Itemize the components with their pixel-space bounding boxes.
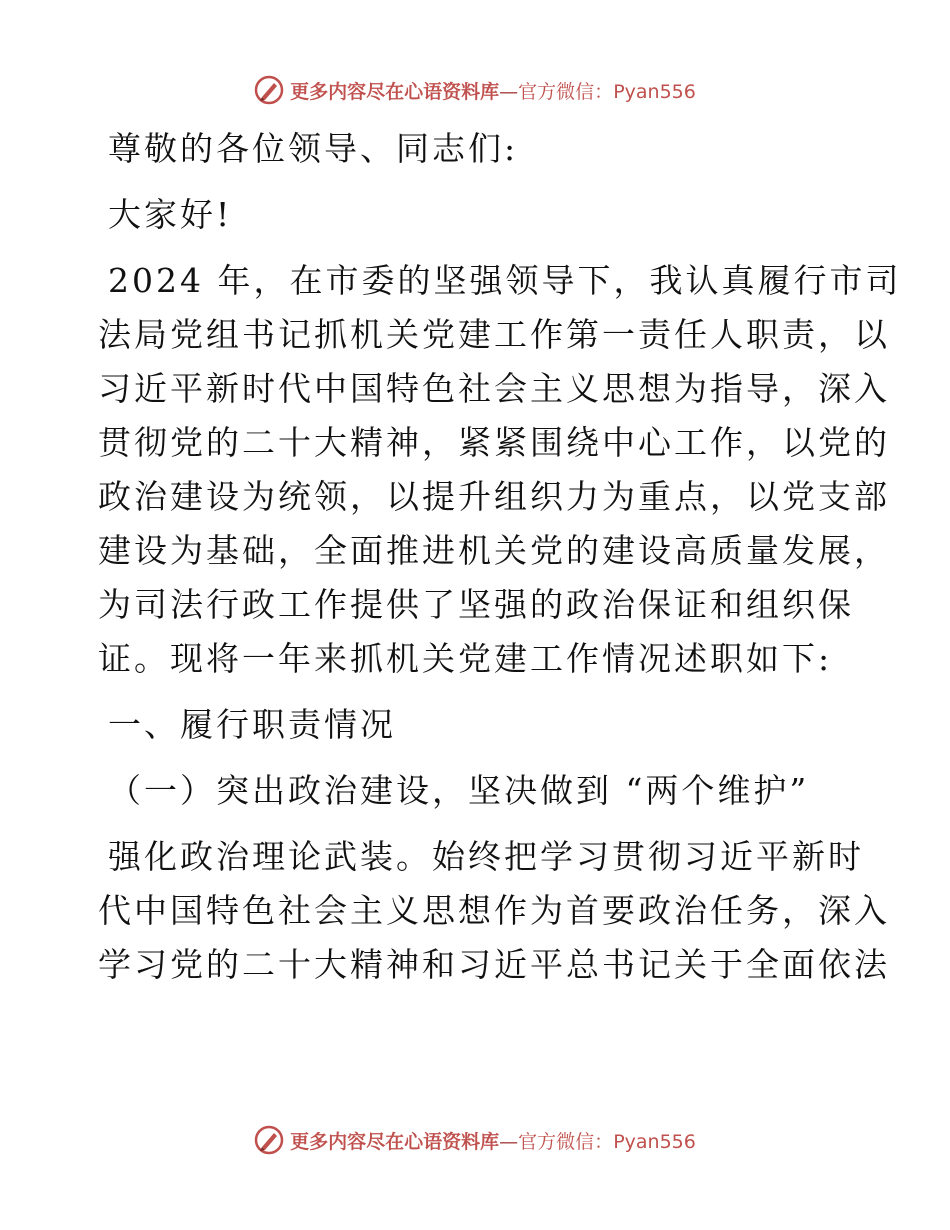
pen-logo-icon — [254, 1125, 284, 1155]
banner-text — [290, 77, 696, 104]
paragraph-line: 证。现将一年来抓机关党建工作情况述职如下: — [98, 639, 833, 678]
salutation: 尊敬的各位领导、同志们: — [108, 129, 519, 168]
banner-dash: — — [499, 1130, 519, 1153]
banner-text — [290, 1127, 696, 1154]
banner-dash: — — [499, 80, 519, 103]
paragraph-line: 为司法行政工作提供了坚强的政治保证和组织保 — [98, 585, 854, 624]
paragraph-line: 贯彻党的二十大精神，紧紧围绕中心工作，以党的 — [98, 423, 890, 462]
banner-site-text: 更多内容尽在心语资料库 — [290, 1130, 500, 1153]
paragraph-line: 代中国特色社会主义思想作为首要政治任务，深入 — [98, 891, 890, 930]
banner-wechat-id: Pyan556 — [613, 1130, 696, 1153]
paragraph-intro — [98, 254, 902, 686]
greeting: 大家好! — [108, 195, 233, 234]
paragraph-line: 学习党的二十大精神和习近平总书记关于全面依法 — [98, 945, 890, 984]
banner-site-text: 更多内容尽在心语资料库 — [290, 80, 500, 103]
paragraph-line: 法局党组书记抓机关党建工作第一责任人职责，以 — [98, 315, 890, 354]
banner-wechat-label: 官方微信： — [518, 1130, 614, 1153]
paragraph-theory — [98, 830, 890, 992]
footer-banner — [0, 1120, 950, 1160]
subsection-heading: （一）突出政治建设，坚决做到 “两个维护” — [108, 771, 810, 810]
document-body — [98, 122, 902, 992]
paragraph-line: 2024 年，在市委的坚强领导下，我认真履行市司 — [108, 261, 902, 300]
banner-wechat-label: 官方微信： — [518, 80, 614, 103]
paragraph-line: 政治建设为统领，以提升组织力为重点，以党支部 — [98, 477, 890, 516]
banner-wechat-id: Pyan556 — [613, 80, 696, 103]
paragraph-line: 建设为基础，全面推进机关党的建设高质量发展， — [98, 531, 890, 570]
paragraph-line: 强化政治理论武装。始终把学习贯彻习近平新时 — [108, 837, 864, 876]
section-heading: 一、履行职责情况 — [108, 705, 396, 744]
paragraph-line: 习近平新时代中国特色社会主义思想为指导，深入 — [98, 369, 890, 408]
header-banner — [0, 70, 950, 110]
pen-logo-icon — [254, 75, 284, 105]
